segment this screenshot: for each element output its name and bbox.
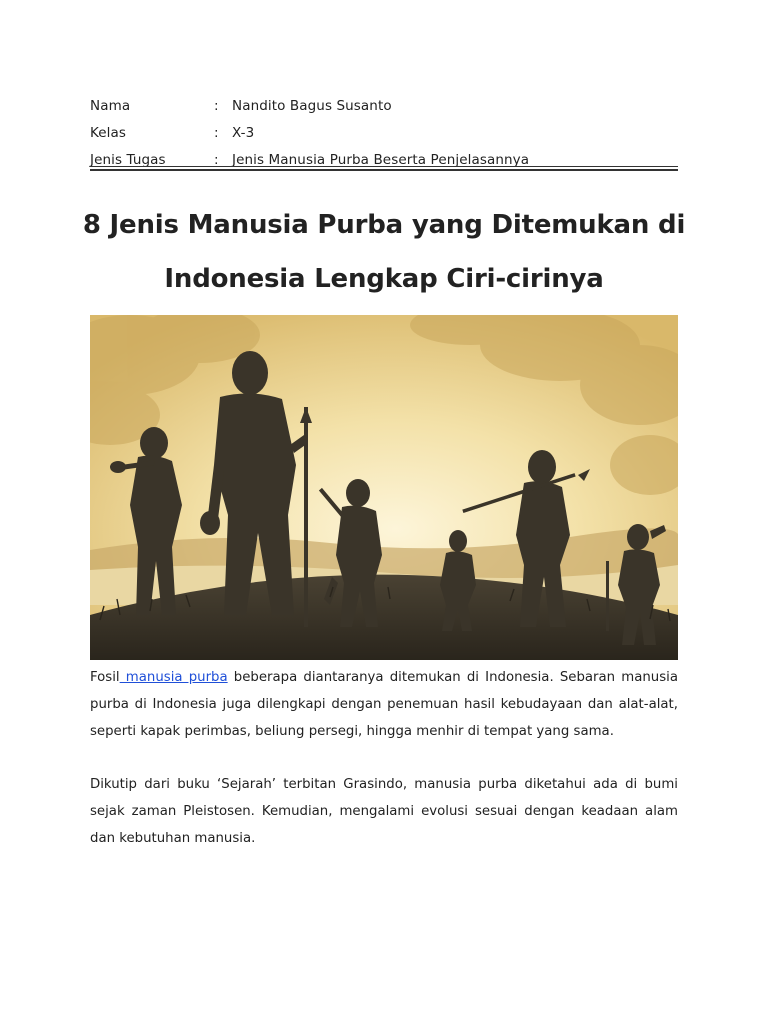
manusia-purba-link[interactable]: manusia purba	[119, 670, 228, 685]
meta-colon: :	[214, 97, 219, 114]
meta-value: X-3	[232, 124, 255, 141]
meta-row-class	[90, 119, 678, 146]
paragraph-source: Dikutip dari buku ‘Sejarah’ terbitan Grasindo, manusia purba diketahui ada di bumi sejak zaman Pleistosen. Kemudian, mengalami evolusi sesuai dengan keadaan alam dan kebutuhan manusia.	[90, 777, 678, 846]
title-line-2: Indonesia Lengkap Ciri-cirinya	[164, 264, 604, 294]
paragraph-intro	[90, 664, 678, 745]
meta-value: Nandito Bagus Susanto	[232, 97, 392, 114]
paragraph-intro-rest: beberapa diantaranya ditemukan di Indonesia. Sebaran manusia purba di Indonesia juga dilengkapi dengan penemuan hasil kebudayaan dan alat-alat, seperti kapak perimbas, beliung persegi, hingga menhir di tempat yang sama.	[90, 670, 678, 739]
meta-label: Jenis Tugas	[90, 151, 166, 168]
meta-label: Kelas	[90, 124, 127, 141]
meta-row-name	[90, 92, 678, 119]
header-rule-thick	[90, 169, 678, 171]
meta-value: Jenis Manusia Purba Beserta Penjelasannya	[232, 151, 530, 168]
title-line-1: 8 Jenis Manusia Purba yang Ditemukan di	[82, 210, 686, 240]
hills	[90, 528, 678, 660]
paragraph-intro-lead: Fosil	[90, 670, 120, 685]
meta-colon: :	[214, 151, 219, 168]
hero-image-prehistoric-humans	[90, 315, 678, 660]
meta-label: Nama	[90, 97, 131, 114]
article-title	[60, 198, 708, 306]
meta-colon: :	[214, 124, 219, 141]
header-rule	[90, 166, 678, 167]
student-info	[90, 92, 678, 173]
